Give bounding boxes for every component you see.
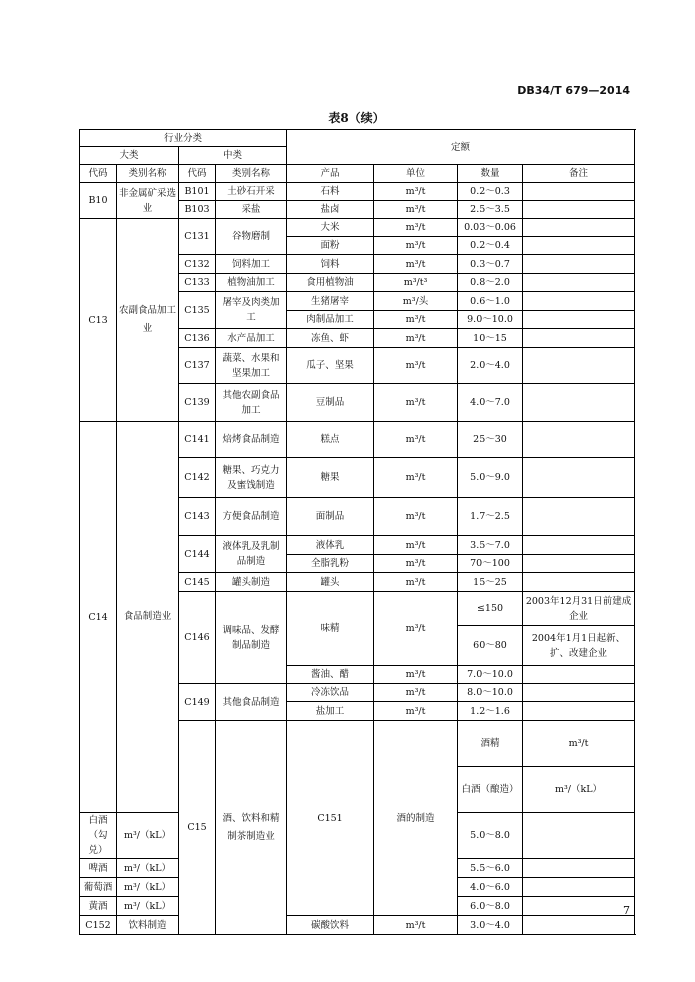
- header-row-1: [80, 130, 635, 147]
- product-cell: 冷冻饮品: [287, 684, 374, 702]
- header-middle-category: 中类: [179, 147, 287, 165]
- major-name-cell: 酒、饮料和精制茶制造业: [216, 721, 287, 935]
- remark-cell: [523, 329, 635, 348]
- remark-cell: [523, 555, 635, 573]
- unit-cell: m³/t: [374, 201, 458, 219]
- quota-table-container: [79, 129, 635, 935]
- product-cell: 糕点: [287, 422, 374, 458]
- unit-cell: m³/（kL）: [117, 813, 179, 859]
- unit-cell: m³/t: [374, 458, 458, 498]
- quantity-cell: 10～15: [458, 329, 523, 348]
- product-cell: 肉制品加工: [287, 311, 374, 329]
- middle-code-cell: C139: [179, 384, 216, 422]
- unit-cell: m³/t: [374, 573, 458, 592]
- quantity-cell: 1.7～2.5: [458, 498, 523, 536]
- middle-code-cell: C142: [179, 458, 216, 498]
- table-row: [80, 422, 635, 440]
- unit-cell: m³/t: [374, 219, 458, 237]
- product-cell: 盐卤: [287, 201, 374, 219]
- major-code-cell: B10: [80, 183, 117, 219]
- remark-cell: [523, 384, 635, 422]
- major-name-cell: 食品制造业: [117, 422, 179, 813]
- product-cell: 面制品: [287, 498, 374, 536]
- unit-cell: m³/t: [374, 255, 458, 274]
- remark-cell: [523, 274, 635, 292]
- quantity-cell: 0.2～0.4: [458, 237, 523, 255]
- product-cell: 生猪屠宰: [287, 292, 374, 311]
- product-cell: 瓜子、坚果: [287, 348, 374, 384]
- header-major-category: 大类: [80, 147, 179, 165]
- middle-name-cell: 饲料加工: [216, 255, 287, 274]
- product-cell: 葡萄酒: [80, 878, 117, 897]
- product-cell: 大米: [287, 219, 374, 237]
- unit-cell: m³/t: [374, 916, 458, 935]
- remark-cell: [523, 813, 635, 859]
- remark-cell: [523, 458, 635, 498]
- product-cell: 豆制品: [287, 384, 374, 422]
- quantity-cell: 3.5～7.0: [458, 536, 523, 555]
- quantity-cell: 8.0～10.0: [458, 684, 523, 702]
- product-cell: 冻鱼、虾: [287, 329, 374, 348]
- middle-code-cell: C132: [179, 255, 216, 274]
- header-middle-name: 类别名称: [216, 165, 287, 183]
- middle-name-cell: 采盐: [216, 201, 287, 219]
- middle-code-cell: B103: [179, 201, 216, 219]
- middle-name-cell: 饮料制造: [117, 916, 179, 935]
- middle-name-cell: 水产品加工: [216, 329, 287, 348]
- remark-cell: [523, 666, 635, 684]
- header-major-name: 类别名称: [117, 165, 179, 183]
- product-cell: 饲料: [287, 255, 374, 274]
- middle-code-cell: B101: [179, 183, 216, 201]
- middle-name-cell: 调味品、发酵制品制造: [216, 592, 287, 684]
- major-name-cell: 农副食品加工业: [117, 219, 179, 422]
- product-cell: 全脂乳粉: [287, 555, 374, 573]
- header-row-3: [80, 165, 635, 183]
- remark-cell: 2004年1月1日起新、扩、改建企业: [523, 626, 635, 666]
- quantity-cell: 0.2～0.3: [458, 183, 523, 201]
- quantity-cell: 60～80: [458, 626, 523, 666]
- remark-cell: [523, 422, 635, 458]
- unit-cell: m³/t: [374, 422, 458, 458]
- header-remark: 备注: [523, 165, 635, 183]
- middle-code-cell: C133: [179, 274, 216, 292]
- middle-name-cell: 屠宰及肉类加工: [216, 292, 287, 329]
- remark-cell: 2003年12月31日前建成企业: [523, 592, 635, 626]
- middle-name-cell: 方便食品制造: [216, 498, 287, 536]
- middle-name-cell: 谷物磨制: [216, 219, 287, 255]
- middle-name-cell: 焙烤食品制造: [216, 422, 287, 458]
- major-code-cell: C13: [80, 219, 117, 422]
- remark-cell: [523, 219, 635, 237]
- quantity-cell: 0.8～2.0: [458, 274, 523, 292]
- middle-code-cell: C135: [179, 292, 216, 329]
- product-cell: 味精: [287, 592, 374, 666]
- quantity-cell: 9.0～10.0: [458, 311, 523, 329]
- middle-name-cell: 其他食品制造: [216, 684, 287, 721]
- unit-cell: m³/t: [374, 237, 458, 255]
- product-cell: 酱油、醋: [287, 666, 374, 684]
- middle-code-cell: C131: [179, 219, 216, 255]
- unit-cell: m³/t³: [374, 274, 458, 292]
- middle-name-cell: 土砂石开采: [216, 183, 287, 201]
- quantity-cell: 5.0～9.0: [458, 458, 523, 498]
- unit-cell: m³/t: [374, 348, 458, 384]
- unit-cell: m³/t: [374, 311, 458, 329]
- unit-cell: m³/t: [374, 555, 458, 573]
- middle-code-cell: C151: [287, 721, 374, 916]
- quantity-cell: ≤150: [458, 592, 523, 626]
- remark-cell: [523, 702, 635, 721]
- quantity-cell: 5.5～6.0: [458, 859, 523, 878]
- product-cell: 白酒（酿造）: [458, 767, 523, 813]
- header-unit: 单位: [374, 165, 458, 183]
- unit-cell: m³/t: [374, 536, 458, 555]
- unit-cell: m³/（kL）: [523, 767, 635, 813]
- remark-cell: [523, 292, 635, 311]
- middle-code-cell: C143: [179, 498, 216, 536]
- middle-code-cell: C136: [179, 329, 216, 348]
- quantity-cell: 25～30: [458, 422, 523, 458]
- remark-cell: [523, 916, 635, 935]
- unit-cell: m³/（kL）: [117, 878, 179, 897]
- middle-code-cell: C141: [179, 422, 216, 458]
- remark-cell: [523, 348, 635, 384]
- unit-cell: m³/（kL）: [117, 897, 179, 916]
- product-cell: 糖果: [287, 458, 374, 498]
- quantity-cell: 6.0～8.0: [458, 897, 523, 916]
- page-number: 7: [623, 904, 630, 917]
- table-row: [80, 183, 635, 201]
- quantity-cell: 0.03～0.06: [458, 219, 523, 237]
- remark-cell: [523, 859, 635, 878]
- unit-cell: m³/t: [523, 721, 635, 767]
- product-cell: 碳酸饮料: [287, 916, 374, 935]
- middle-name-cell: 植物油加工: [216, 274, 287, 292]
- unit-cell: m³/t: [374, 702, 458, 721]
- major-code-cell: C15: [179, 721, 216, 935]
- middle-code-cell: C145: [179, 573, 216, 592]
- header-quota: 定额: [287, 130, 635, 165]
- unit-cell: m³/t: [374, 384, 458, 422]
- remark-cell: [523, 536, 635, 555]
- middle-name-cell: 罐头制造: [216, 573, 287, 592]
- quantity-cell: 15～25: [458, 573, 523, 592]
- remark-cell: [523, 201, 635, 219]
- product-cell: 面粉: [287, 237, 374, 255]
- middle-code-cell: C149: [179, 684, 216, 721]
- remark-cell: [523, 684, 635, 702]
- middle-code-cell: C144: [179, 536, 216, 573]
- document-code: DB34/T 679—2014: [517, 84, 630, 97]
- table-row: [80, 916, 635, 935]
- water-quota-table: [79, 129, 635, 935]
- major-name-cell: 非金属矿采选业: [117, 183, 179, 219]
- product-cell: 石料: [287, 183, 374, 201]
- middle-name-cell: 其他农副食品加工: [216, 384, 287, 422]
- remark-cell: [523, 311, 635, 329]
- quantity-cell: 1.2～1.6: [458, 702, 523, 721]
- header-major-code: 代码: [80, 165, 117, 183]
- product-cell: 啤酒: [80, 859, 117, 878]
- unit-cell: m³/（kL）: [117, 859, 179, 878]
- header-product: 产品: [287, 165, 374, 183]
- middle-name-cell: 蔬菜、水果和坚果加工: [216, 348, 287, 384]
- quantity-cell: 4.0～6.0: [458, 878, 523, 897]
- quantity-cell: 2.5～3.5: [458, 201, 523, 219]
- middle-name-cell: 糖果、巧克力及蜜饯制造: [216, 458, 287, 498]
- quantity-cell: 4.0～7.0: [458, 384, 523, 422]
- middle-name-cell: 液体乳及乳制品制造: [216, 536, 287, 573]
- major-code-cell: C14: [80, 422, 117, 813]
- quantity-cell: 5.0～8.0: [458, 813, 523, 859]
- header-industry-class: 行业分类: [80, 130, 287, 147]
- header-middle-code: 代码: [179, 165, 216, 183]
- unit-cell: m³/t: [374, 666, 458, 684]
- remark-cell: [523, 183, 635, 201]
- remark-cell: [523, 878, 635, 897]
- quantity-cell: 70～100: [458, 555, 523, 573]
- remark-cell: [523, 573, 635, 592]
- remark-cell: [523, 255, 635, 274]
- table-title: 表8（续）: [328, 111, 385, 125]
- quantity-cell: 3.0～4.0: [458, 916, 523, 935]
- quantity-cell: 2.0～4.0: [458, 348, 523, 384]
- unit-cell: m³/t: [374, 684, 458, 702]
- middle-code-cell: C137: [179, 348, 216, 384]
- quantity-cell: 7.0～10.0: [458, 666, 523, 684]
- product-cell: 盐加工: [287, 702, 374, 721]
- table-row: [80, 219, 635, 237]
- header-quantity: 数量: [458, 165, 523, 183]
- unit-cell: m³/t: [374, 592, 458, 666]
- product-cell: 白酒（勾兑）: [80, 813, 117, 859]
- product-cell: 食用植物油: [287, 274, 374, 292]
- middle-name-cell: 酒的制造: [374, 721, 458, 916]
- remark-cell: [523, 498, 635, 536]
- product-cell: 酒精: [458, 721, 523, 767]
- remark-cell: [523, 237, 635, 255]
- unit-cell: m³/t: [374, 498, 458, 536]
- unit-cell: m³/t: [374, 329, 458, 348]
- product-cell: 黄酒: [80, 897, 117, 916]
- unit-cell: m³/t: [374, 183, 458, 201]
- product-cell: 罐头: [287, 573, 374, 592]
- middle-code-cell: C146: [179, 592, 216, 684]
- product-cell: 液体乳: [287, 536, 374, 555]
- unit-cell: m³/头: [374, 292, 458, 311]
- middle-code-cell: C152: [80, 916, 117, 935]
- quantity-cell: 0.3～0.7: [458, 255, 523, 274]
- quantity-cell: 0.6～1.0: [458, 292, 523, 311]
